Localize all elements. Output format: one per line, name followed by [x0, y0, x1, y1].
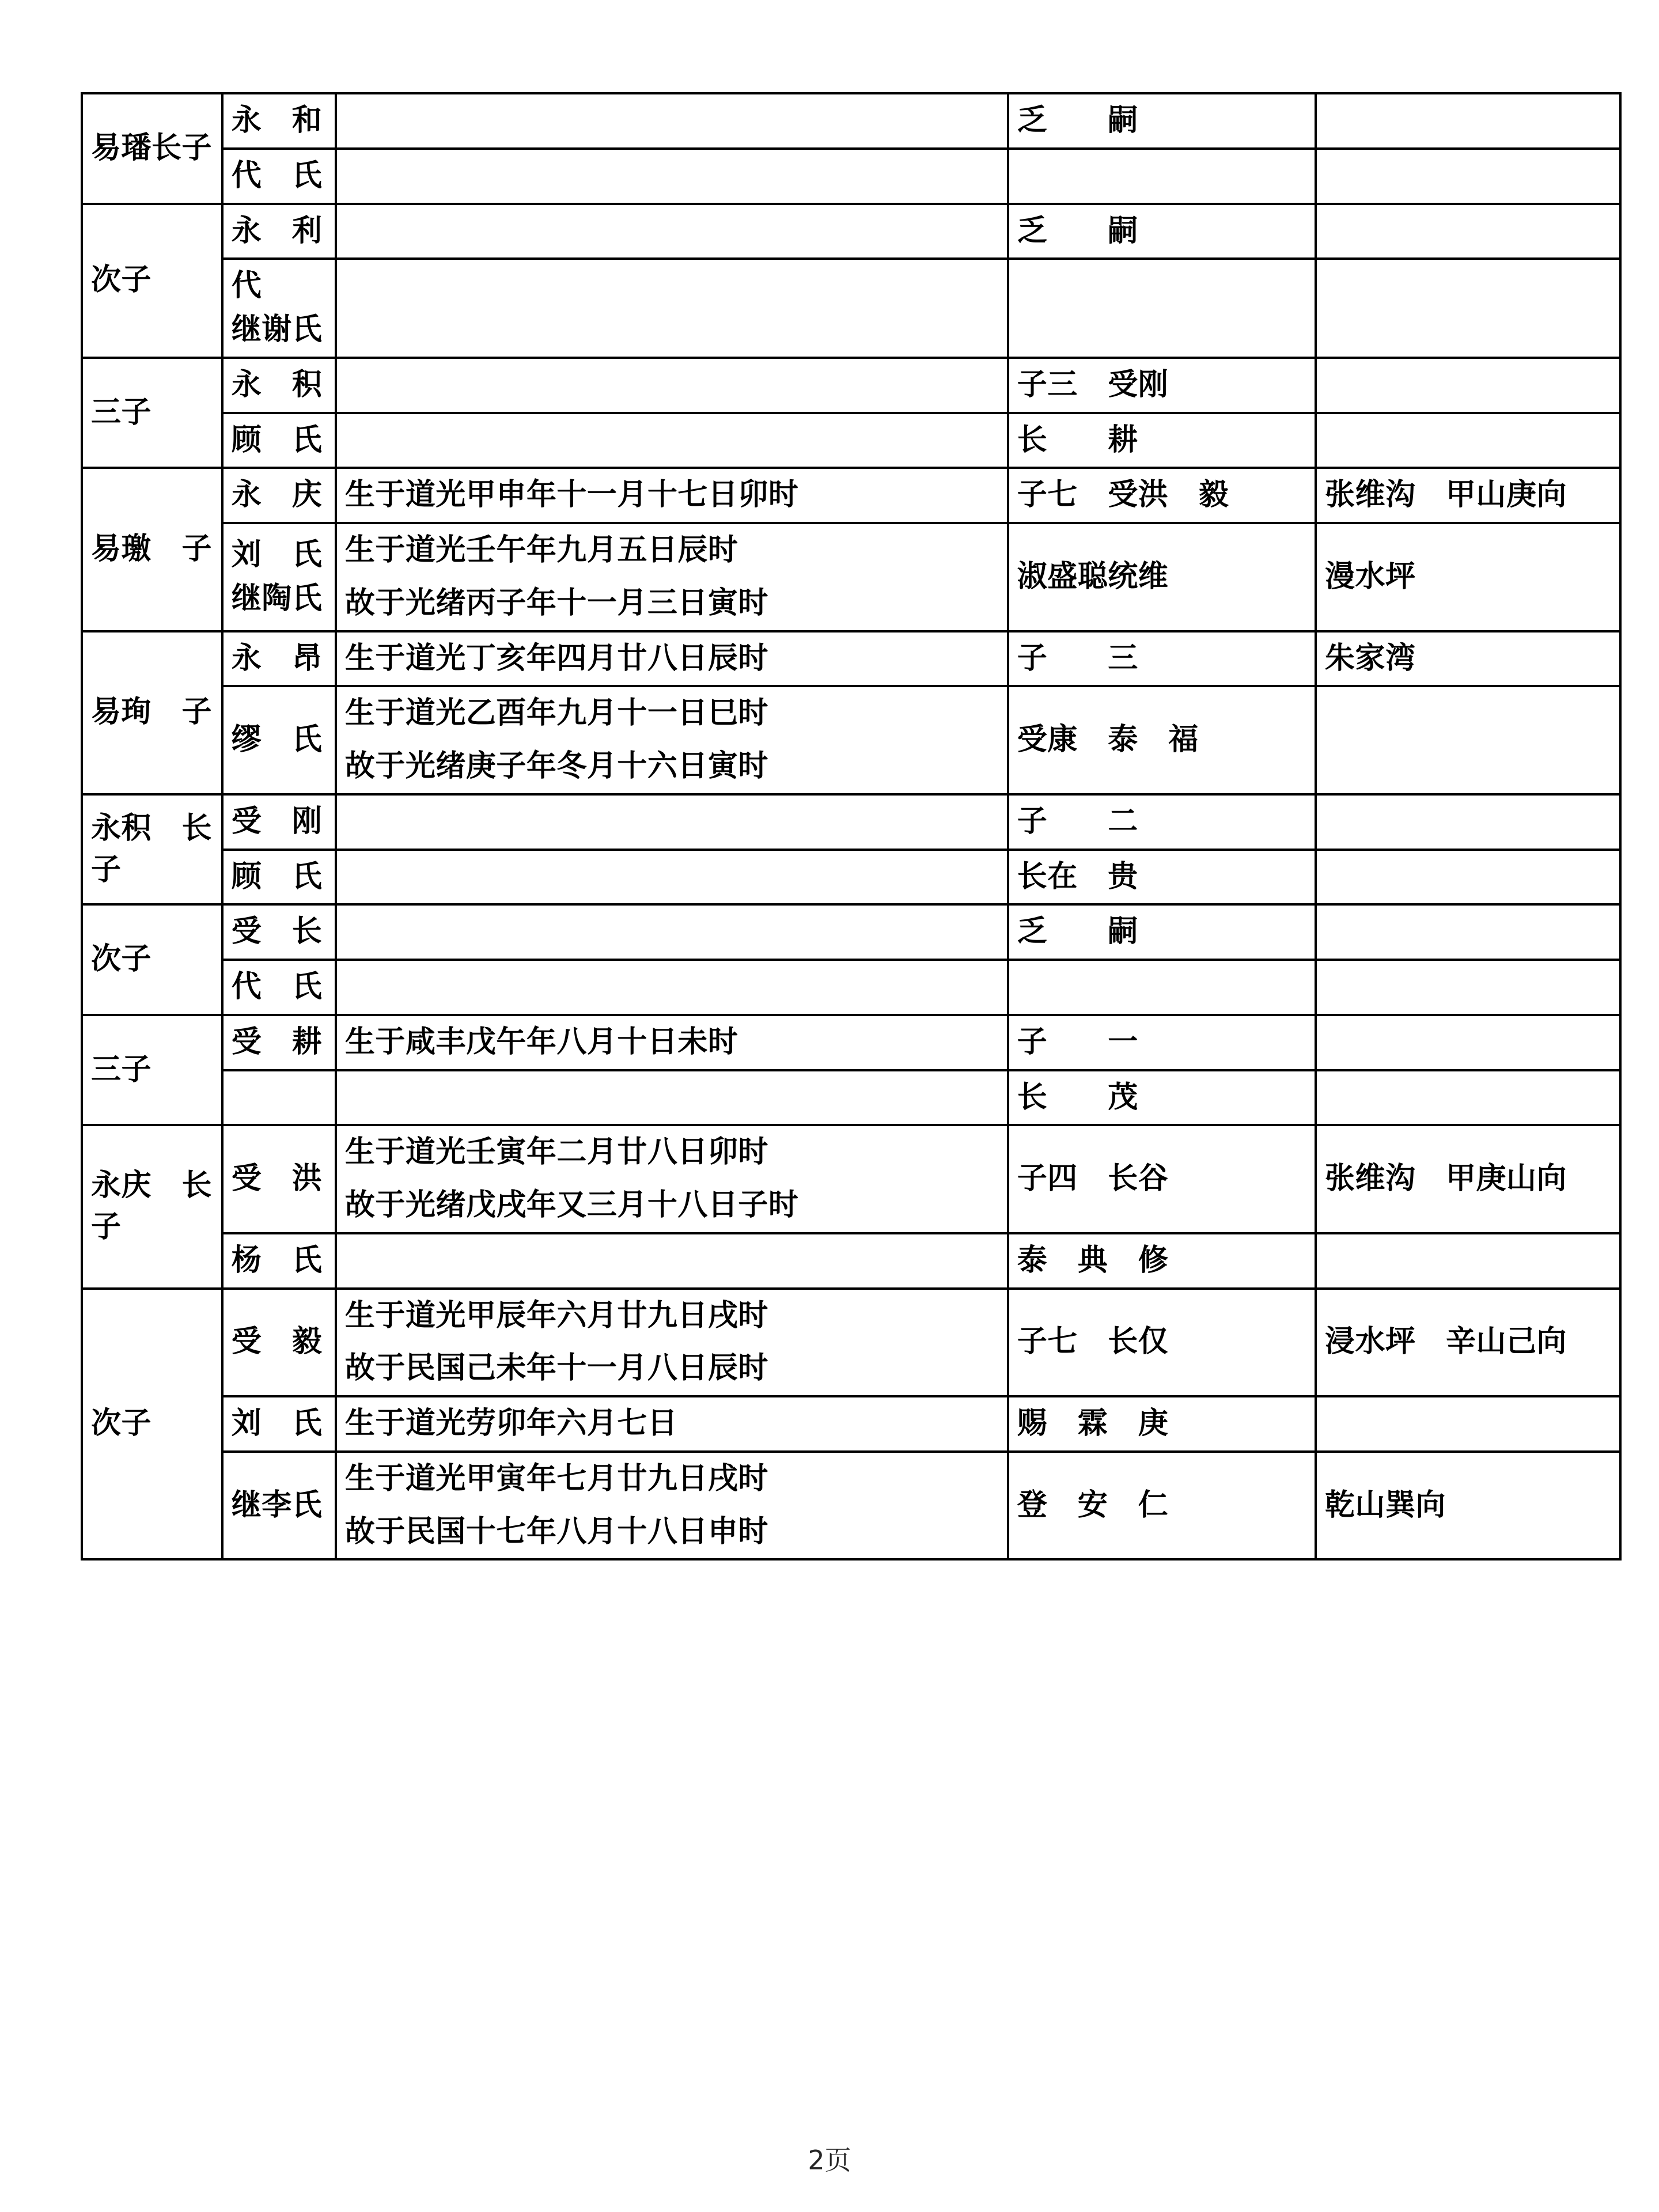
table-row	[82, 358, 1620, 413]
name-cell-line: 永 和	[231, 103, 323, 138]
name-cell	[222, 1070, 336, 1126]
dates-cell	[336, 93, 1008, 149]
dates-cell	[336, 1396, 1008, 1452]
table-row	[82, 149, 1620, 204]
name-cell	[222, 1452, 336, 1560]
name-cell-line: 永 积	[231, 367, 323, 402]
kinship-cell	[82, 794, 222, 905]
name-cell	[222, 259, 336, 358]
dates-cell-line: 故于民国十七年八月十八日申时	[344, 1514, 768, 1549]
issue-cell-line: 乏 嗣	[1017, 914, 1138, 949]
dates-cell-line: 生于道光甲申年十一月十七日卯时	[344, 478, 799, 513]
dates-cell	[336, 358, 1008, 413]
dates-cell-line: 生于道光壬午年九月五日辰时	[344, 533, 738, 567]
issue-cell	[1008, 1233, 1316, 1289]
burial-cell-line: 张维沟 甲山庚向	[1324, 478, 1567, 513]
issue-cell-line: 长在 贵	[1017, 859, 1138, 894]
issue-cell	[1008, 413, 1316, 468]
dates-cell	[336, 904, 1008, 960]
burial-cell	[1316, 904, 1620, 960]
burial-cell	[1316, 1396, 1620, 1452]
name-cell	[222, 204, 336, 259]
kinship-cell	[82, 1125, 222, 1288]
burial-cell	[1316, 631, 1620, 687]
issue-cell-line: 泰 典 修	[1017, 1243, 1169, 1278]
name-cell	[222, 523, 336, 631]
name-cell-line: 受 毅	[231, 1324, 323, 1359]
name-cell-line: 缪 氏	[231, 722, 323, 757]
burial-cell	[1316, 523, 1620, 631]
table-row	[82, 93, 1620, 149]
table-row	[82, 259, 1620, 358]
name-cell	[222, 794, 336, 850]
kinship-cell-line: 次子	[91, 942, 152, 977]
issue-cell-line: 子 一	[1017, 1024, 1138, 1059]
issue-cell	[1008, 1125, 1316, 1233]
kinship-cell	[82, 1289, 222, 1560]
name-cell	[222, 1289, 336, 1397]
burial-cell	[1316, 204, 1620, 259]
burial-cell	[1316, 93, 1620, 149]
burial-cell	[1316, 1015, 1620, 1070]
name-cell-line: 受 刚	[231, 804, 323, 839]
genealogy-table-body	[82, 93, 1620, 1559]
burial-cell-line: 浸水坪 辛山己向	[1324, 1324, 1567, 1359]
kinship-cell	[82, 358, 222, 468]
table-row	[82, 1125, 1620, 1233]
burial-cell-line: 乾山巽向	[1324, 1487, 1446, 1522]
burial-cell	[1316, 794, 1620, 850]
issue-cell-line: 受康 泰 福	[1017, 722, 1199, 757]
dates-cell	[336, 1289, 1008, 1397]
genealogy-table	[81, 92, 1622, 1560]
name-cell	[222, 1015, 336, 1070]
dates-cell-line: 故于光绪庚子年冬月十六日寅时	[344, 749, 768, 783]
burial-cell	[1316, 468, 1620, 523]
kinship-cell	[82, 204, 222, 358]
issue-cell-line: 长 茂	[1017, 1080, 1138, 1115]
burial-cell	[1316, 1452, 1620, 1560]
kinship-cell-line: 易珣 子	[91, 695, 213, 730]
issue-cell	[1008, 1015, 1316, 1070]
issue-cell	[1008, 468, 1316, 523]
name-cell-line: 永 昂	[231, 641, 323, 676]
issue-cell-line: 子四 长谷	[1017, 1161, 1169, 1196]
issue-cell-line: 子七 受洪 毅	[1017, 478, 1229, 513]
issue-cell-line: 子 三	[1017, 641, 1138, 676]
issue-cell	[1008, 850, 1316, 905]
issue-cell	[1008, 631, 1316, 687]
table-row	[82, 468, 1620, 523]
burial-cell	[1316, 149, 1620, 204]
dates-cell	[336, 850, 1008, 905]
name-cell-line: 刘 氏	[231, 1406, 323, 1441]
dates-cell	[336, 686, 1008, 794]
issue-cell-line: 乏 嗣	[1017, 103, 1138, 138]
table-row	[82, 686, 1620, 794]
page-footer: 2页	[808, 2145, 851, 2176]
burial-cell	[1316, 960, 1620, 1015]
dates-cell	[336, 413, 1008, 468]
dates-cell-line: 故于光绪丙子年十一月三日寅时	[344, 585, 768, 620]
issue-cell	[1008, 259, 1316, 358]
name-cell-line: 杨 氏	[231, 1243, 323, 1278]
table-row	[82, 631, 1620, 687]
issue-cell-line: 子七 长仅	[1017, 1324, 1169, 1359]
name-cell-line: 代 氏	[231, 158, 323, 193]
issue-cell	[1008, 523, 1316, 631]
issue-cell-line: 子 二	[1017, 804, 1138, 839]
dates-cell-line: 生于道光甲寅年七月廿九日戌时	[344, 1461, 768, 1496]
dates-cell	[336, 259, 1008, 358]
burial-cell	[1316, 1070, 1620, 1126]
dates-cell-line: 生于道光甲辰年六月廿九日戌时	[344, 1298, 768, 1333]
kinship-cell-line: 易璠长子	[91, 130, 213, 165]
burial-cell	[1316, 1233, 1620, 1289]
dates-cell-line: 生于道光丁亥年四月廿八日辰时	[344, 641, 768, 676]
dates-cell	[336, 960, 1008, 1015]
dates-cell	[336, 204, 1008, 259]
issue-cell	[1008, 93, 1316, 149]
name-cell-line: 继谢氏	[231, 312, 323, 347]
dates-cell	[336, 794, 1008, 850]
table-row	[82, 1233, 1620, 1289]
burial-cell	[1316, 259, 1620, 358]
name-cell	[222, 358, 336, 413]
burial-cell	[1316, 1289, 1620, 1397]
kinship-cell	[82, 93, 222, 204]
kinship-cell-line: 次子	[91, 263, 152, 298]
issue-cell	[1008, 904, 1316, 960]
table-row	[82, 850, 1620, 905]
name-cell-line: 代 氏	[231, 969, 323, 1004]
issue-cell-line: 赐 霖 庚	[1017, 1406, 1169, 1441]
table-row	[82, 904, 1620, 960]
issue-cell-line: 乏 嗣	[1017, 213, 1138, 248]
dates-cell	[336, 1125, 1008, 1233]
table-row	[82, 1452, 1620, 1560]
name-cell	[222, 1396, 336, 1452]
name-cell-line: 顾 氏	[231, 859, 323, 894]
burial-cell	[1316, 1125, 1620, 1233]
dates-cell-line: 生于道光劳卯年六月七日	[344, 1406, 678, 1441]
dates-cell	[336, 631, 1008, 687]
issue-cell	[1008, 1452, 1316, 1560]
kinship-cell-line: 三子	[91, 395, 152, 430]
name-cell-line: 永 庆	[231, 478, 323, 513]
burial-cell-line: 张维沟 甲庚山向	[1324, 1161, 1567, 1196]
name-cell	[222, 960, 336, 1015]
kinship-cell	[82, 631, 222, 794]
name-cell	[222, 904, 336, 960]
issue-cell-line: 长 耕	[1017, 422, 1138, 457]
issue-cell	[1008, 960, 1316, 1015]
kinship-cell-line: 三子	[91, 1052, 152, 1087]
dates-cell-line: 生于道光乙酉年九月十一日巳时	[344, 696, 768, 731]
issue-cell	[1008, 686, 1316, 794]
kinship-cell-line: 次子	[91, 1406, 152, 1441]
name-cell	[222, 1125, 336, 1233]
dates-cell	[336, 1015, 1008, 1070]
burial-cell	[1316, 358, 1620, 413]
issue-cell-line: 子三 受刚	[1017, 367, 1169, 402]
dates-cell-line: 生于咸丰戊午年八月十日未时	[344, 1024, 738, 1059]
table-row	[82, 1289, 1620, 1397]
issue-cell	[1008, 1070, 1316, 1126]
kinship-cell-line: 永积 长子	[91, 810, 213, 887]
dates-cell	[336, 1233, 1008, 1289]
name-cell-line: 继陶氏	[231, 581, 323, 616]
name-cell-line: 永 利	[231, 213, 323, 248]
name-cell	[222, 149, 336, 204]
issue-cell	[1008, 1396, 1316, 1452]
burial-cell	[1316, 686, 1620, 794]
dates-cell	[336, 468, 1008, 523]
name-cell	[222, 1233, 336, 1289]
issue-cell-line: 登 安 仁	[1017, 1487, 1169, 1522]
name-cell	[222, 850, 336, 905]
name-cell-line: 受 长	[231, 914, 323, 949]
name-cell	[222, 631, 336, 687]
name-cell	[222, 93, 336, 149]
dates-cell	[336, 149, 1008, 204]
table-row	[82, 413, 1620, 468]
name-cell	[222, 413, 336, 468]
kinship-cell-line: 永庆 长子	[91, 1168, 213, 1244]
dates-cell-line: 生于道光壬寅年二月廿八日卯时	[344, 1135, 768, 1170]
name-cell-line: 顾 氏	[231, 422, 323, 457]
table-row	[82, 523, 1620, 631]
name-cell	[222, 686, 336, 794]
issue-cell	[1008, 1289, 1316, 1397]
dates-cell	[336, 523, 1008, 631]
name-cell-line: 受 耕	[231, 1024, 323, 1059]
table-row	[82, 960, 1620, 1015]
issue-cell	[1008, 149, 1316, 204]
table-row	[82, 204, 1620, 259]
name-cell-line: 代	[231, 268, 262, 304]
dates-cell	[336, 1070, 1008, 1126]
name-cell	[222, 468, 336, 523]
dates-cell-line: 故于民国己未年十一月八日辰时	[344, 1351, 768, 1386]
dates-cell	[336, 1452, 1008, 1560]
table-row	[82, 1015, 1620, 1070]
issue-cell	[1008, 794, 1316, 850]
table-row	[82, 794, 1620, 850]
burial-cell	[1316, 413, 1620, 468]
name-cell-line: 刘 氏	[231, 537, 323, 572]
burial-cell-line: 朱家湾	[1324, 641, 1416, 676]
name-cell-line: 受 洪	[231, 1161, 323, 1196]
issue-cell	[1008, 358, 1316, 413]
table-row	[82, 1396, 1620, 1452]
kinship-cell-line: 易璬 子	[91, 532, 213, 566]
burial-cell	[1316, 850, 1620, 905]
issue-cell-line: 淑盛聪统维	[1017, 559, 1169, 594]
kinship-cell	[82, 1015, 222, 1126]
kinship-cell	[82, 468, 222, 631]
kinship-cell	[82, 904, 222, 1015]
issue-cell	[1008, 204, 1316, 259]
burial-cell-line: 漫水坪	[1324, 559, 1416, 594]
name-cell-line: 继李氏	[231, 1487, 323, 1522]
table-row	[82, 1070, 1620, 1126]
dates-cell-line: 故于光绪戊戌年又三月十八日子时	[344, 1188, 799, 1222]
